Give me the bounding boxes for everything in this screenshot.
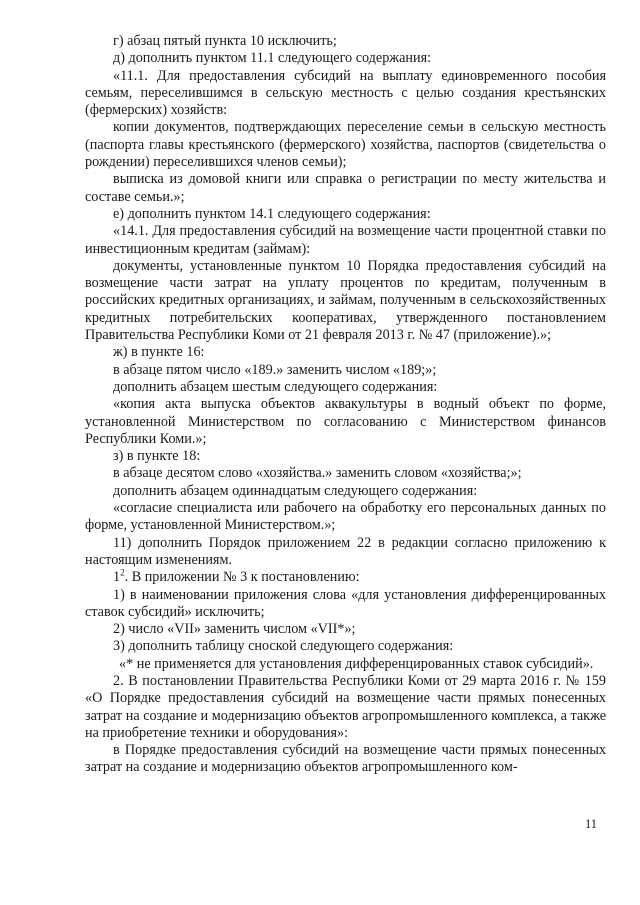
paragraph: в абзаце пятом число «189.» заменить числом «189;»; — [113, 361, 437, 378]
paragraph: «11.1. Для предоставления субсидий на выплату единовременного пособия семьям, переселившимся в сельскую местность с целью создания крестьянских (фермерских) хозяйств: — [85, 67, 606, 119]
paragraph: в Порядке предоставления субсидий на возмещение части прямых понесенных затрат на создание и модернизацию объектов агропромышленного ком- — [85, 742, 606, 776]
paragraph: ж) в пункте 16: — [113, 344, 205, 361]
paragraph: дополнить абзацем одиннадцатым следующего содержания: — [113, 482, 478, 499]
footnote-paragraph: «* не применяется для установления дифференцированных ставок субсидий». — [119, 655, 594, 672]
paragraph: выписка из домовой книги или справка о регистрации по месту жительства и составе семьи.»; — [85, 171, 606, 205]
paragraph: е) дополнить пунктом 14.1 следующего содержания: — [113, 205, 431, 222]
paragraph: 3) дополнить таблицу сноской следующего содержания: — [113, 638, 454, 655]
item-text: . В приложении № 3 к постановлению: — [124, 569, 360, 586]
paragraph: «14.1. Для предоставления субсидий на возмещение части процентной ставки по инвестиционным кредитам (займам): — [85, 223, 606, 257]
paragraph: 2) число «VII» заменить числом «VII*»; — [113, 621, 356, 638]
paragraph: «согласие специалиста или рабочего на обработку его персональных данных по форме, установленной Министерством.»; — [85, 500, 606, 534]
paragraph: дополнить абзацем шестым следующего содержания: — [113, 378, 438, 395]
paragraph: копии документов, подтверждающих переселение семьи в сельскую местность (паспорта главы крестьянского (фермерского) хозяйства, паспортов (свидетельства о рождении) переселившихся членов семьи); — [85, 119, 606, 171]
paragraph: д) дополнить пунктом 11.1 следующего содержания: — [113, 50, 432, 67]
document-body — [85, 33, 606, 777]
paragraph: «копия акта выпуска объектов аквакультуры в водный объект по форме, установленной Министерством по согласованию с Министерством финансов Республики Коми.»; — [85, 396, 606, 447]
paragraph: в абзаце десятом слово «хозяйства.» заменить словом «хозяйства;»; — [113, 465, 522, 482]
paragraph-item-1-2 — [85, 569, 606, 586]
item-superscript: 2 — [120, 567, 125, 578]
paragraph: 2. В постановлении Правительства Республики Коми от 29 марта 2016 г. № 159 «О Порядке предоставления субсидий на возмещение части прямых понесенных затрат на создание и модернизацию объектов агропромышленного комплекса, а также на приобретение техники и оборудования»: — [85, 672, 606, 741]
paragraph: документы, установленные пунктом 10 Порядка предоставления субсидий на возмещение части затрат на уплату процентов по кредитам, полученным в российских кредитных организациях, и займам, полученным в сельскохозяйственных кредитных потребительских кооперативах, утвержденного постановлением Правительства Республики Коми от 21 февраля 2013 г. № 47 (приложение).»; — [85, 257, 606, 344]
paragraph: г) абзац пятый пункта 10 исключить; — [113, 33, 337, 49]
paragraph: 1) в наименовании приложения слова «для установления дифференцированных ставок субсидий» исключить; — [85, 586, 606, 620]
page-number: 11 — [585, 817, 598, 831]
paragraph: з) в пункте 18: — [113, 448, 201, 465]
paragraph: 11) дополнить Порядок приложением 22 в редакции согласно приложению к настоящим изменениям. — [85, 534, 606, 568]
item-number: 1 — [113, 569, 121, 586]
